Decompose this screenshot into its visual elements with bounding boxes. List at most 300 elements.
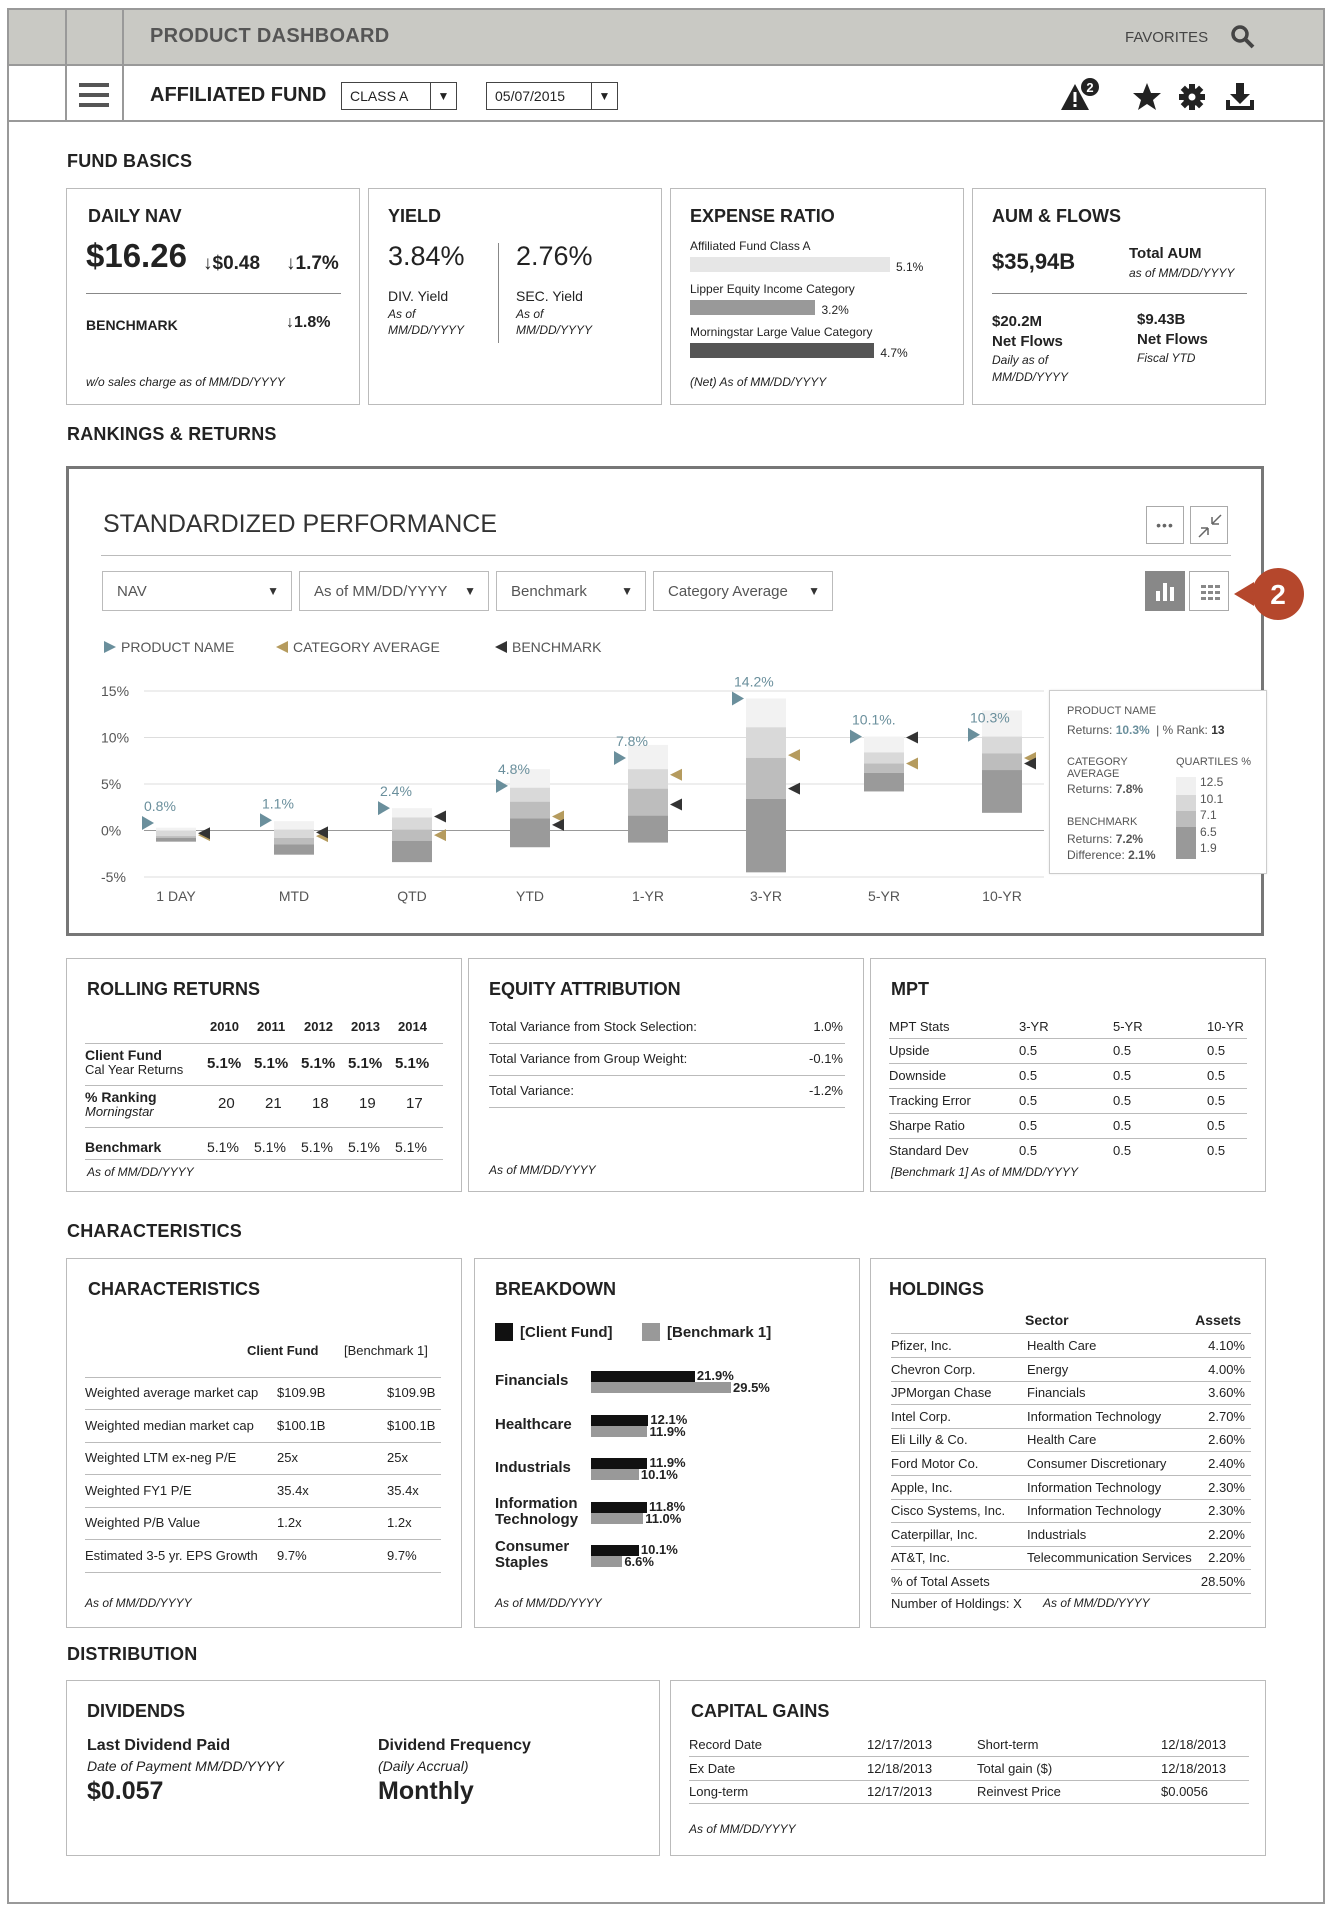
expense-ratio-card xyxy=(670,188,964,405)
breakdown-sector-label: Information xyxy=(495,1494,578,1512)
legend-benchmark-label: BENCHMARK xyxy=(512,639,602,655)
chars-row-label: Weighted FY1 P/E xyxy=(85,1482,192,1498)
quartile-bar-segment xyxy=(982,753,1022,770)
characteristics-title: CHARACTERISTICS xyxy=(88,1279,261,1299)
expense-item-bar xyxy=(690,257,890,272)
breakdown-client-bar xyxy=(591,1415,648,1426)
date-select[interactable] xyxy=(486,82,618,110)
yield-title: YIELD xyxy=(388,206,442,226)
holding-sector: Health Care xyxy=(1027,1432,1097,1448)
capital-gains-value: $0.0056 xyxy=(1161,1784,1208,1799)
holding-assets: 4.10% xyxy=(1208,1338,1245,1353)
holding-sector: Information Technology xyxy=(1027,1408,1162,1424)
page-title: PRODUCT DASHBOARD xyxy=(150,25,390,47)
chevron-down-icon: ▼ xyxy=(267,584,279,598)
breakdown-benchmark-value: 11.0% xyxy=(645,1510,682,1526)
holding-sector: Financials xyxy=(1027,1385,1086,1401)
equity-row-value: 1.0% xyxy=(813,1019,843,1034)
category-average-marker[interactable] xyxy=(670,769,682,781)
equity-row-value: -0.1% xyxy=(809,1051,843,1066)
rolling-year: 2014 xyxy=(398,1019,427,1034)
capital-gains-label: Short-term xyxy=(977,1737,1039,1752)
chars-client-value: 35.4x xyxy=(277,1482,309,1498)
mpt-header: MPT Stats xyxy=(889,1019,950,1034)
tooltip-benchmark-returns xyxy=(1067,832,1143,846)
breakdown-benchmark-bar xyxy=(591,1513,643,1524)
chars-client-value: $100.1B xyxy=(277,1417,326,1433)
breakdown-sector-label-line2: Staples xyxy=(495,1554,549,1571)
x-tick-label: 1 DAY xyxy=(156,888,196,904)
breakdown-client-value: 21.9% xyxy=(696,1368,734,1383)
mpt-header: 3-YR xyxy=(1019,1019,1049,1034)
tooltip-category-returns-label: Returns: xyxy=(1067,782,1113,796)
client-fund-value: 5.1% xyxy=(395,1055,430,1072)
breakdown-benchmark-bar xyxy=(591,1556,622,1567)
quartile-bar-segment xyxy=(982,737,1022,754)
date-filter-value: As of MM/DD/YYYY xyxy=(314,582,448,600)
product-marker[interactable] xyxy=(496,779,508,793)
mpt-stat-value: 0.5 xyxy=(1019,1093,1038,1108)
last-dividend-date: Date of Payment MM/DD/YYYY xyxy=(87,1758,284,1774)
holding-sector: Information Technology xyxy=(1027,1479,1162,1495)
client-fund-value: 5.1% xyxy=(348,1055,383,1072)
breakdown-legend-benchmark-label: [Benchmark 1] xyxy=(667,1323,772,1341)
quartile-bar-segment xyxy=(982,770,1022,813)
breakdown-client-value: 11.8% xyxy=(649,1498,686,1514)
holding-name: Pfizer, Inc. xyxy=(891,1338,952,1353)
capital-gains-card xyxy=(670,1680,1266,1856)
equity-attribution-card xyxy=(468,958,864,1192)
holding-name: Caterpillar, Inc. xyxy=(891,1526,978,1542)
capital-gains-value: 12/18/2013 xyxy=(867,1760,933,1776)
breakdown-benchmark-bar xyxy=(591,1469,639,1480)
equity-row-label: Total Variance from Group Weight: xyxy=(489,1051,688,1066)
mpt-stat-label: Tracking Error xyxy=(889,1093,971,1108)
rolling-title: ROLLING RETURNS xyxy=(87,979,260,999)
holding-assets: 3.60% xyxy=(1208,1385,1245,1401)
sec-yield-asof: As of xyxy=(516,307,544,321)
product-marker[interactable] xyxy=(968,728,980,742)
chars-client-value: 9.7% xyxy=(277,1547,307,1563)
benchmark-marker[interactable] xyxy=(434,811,446,823)
tooltip-quartile-3: 7.1 xyxy=(1200,808,1217,822)
benchmark-marker[interactable] xyxy=(906,732,918,744)
quartile-bar-segment xyxy=(746,799,786,872)
benchmark-value: 5.1% xyxy=(254,1139,286,1155)
tooltip-benchmark-label: BENCHMARK xyxy=(1067,816,1138,828)
characteristics-card xyxy=(66,1258,462,1628)
holding-sector: Energy xyxy=(1027,1361,1069,1377)
y-tick-label: -5% xyxy=(101,869,126,885)
breakdown-legend-benchmark xyxy=(642,1323,771,1341)
product-marker[interactable] xyxy=(142,816,154,830)
mpt-stat-label: Downside xyxy=(889,1068,947,1083)
x-tick-label: 1-YR xyxy=(632,888,664,904)
mpt-header: 5-YR xyxy=(1113,1019,1143,1034)
product-marker[interactable] xyxy=(732,691,744,705)
mpt-stat-value: 0.5 xyxy=(1207,1093,1226,1108)
holding-assets: 2.60% xyxy=(1208,1432,1245,1448)
net-flows-daily-label: Net Flows xyxy=(992,333,1063,350)
div-yield-asof: As of xyxy=(388,307,416,321)
holding-sector: Information Technology xyxy=(1027,1503,1162,1519)
dividend-frequency-label: Dividend Frequency xyxy=(378,1737,531,1754)
benchmark-label: Benchmark xyxy=(85,1139,162,1155)
breakdown-benchmark-value: 29.5% xyxy=(733,1380,770,1395)
expense-ratio-title: EXPENSE RATIO xyxy=(690,206,835,226)
dividend-frequency-sub: (Daily Accrual) xyxy=(378,1758,469,1774)
expense-item-bar xyxy=(690,300,815,315)
equity-row-value: -1.2% xyxy=(809,1083,843,1098)
holding-name: Apple, Inc. xyxy=(891,1479,953,1495)
expense-item-value: 4.7% xyxy=(880,346,908,360)
holding-assets: 4.00% xyxy=(1208,1361,1245,1377)
ranking-value: 17 xyxy=(406,1095,423,1112)
section-distribution: DISTRIBUTION xyxy=(67,1644,198,1664)
favorites-link[interactable]: FAVORITES xyxy=(1125,29,1209,46)
quartile-bar-segment xyxy=(392,841,432,862)
product-value-label: 2.4% xyxy=(380,783,412,800)
breakdown-client-bar xyxy=(591,1371,695,1382)
fund-name: AFFILIATED FUND xyxy=(150,84,327,106)
y-tick-label: 10% xyxy=(101,729,130,746)
benchmark-marker[interactable] xyxy=(552,819,564,831)
product-marker[interactable] xyxy=(378,801,390,815)
breakdown-card xyxy=(474,1258,860,1628)
div-yield-label: DIV. Yield xyxy=(388,288,449,304)
holdings-title: HOLDINGS xyxy=(889,1279,985,1299)
quartile-bar-segment xyxy=(274,821,314,829)
equity-row-label: Total Variance from Stock Selection: xyxy=(489,1019,697,1034)
nav-price: $16.26 xyxy=(86,237,187,274)
mpt-card xyxy=(870,958,1266,1192)
search-icon[interactable] xyxy=(1230,24,1256,50)
mpt-stat-label: Sharpe Ratio xyxy=(889,1118,965,1133)
rolling-returns-card xyxy=(66,958,462,1192)
tooltip-category-returns xyxy=(1067,782,1143,796)
equity-note: As of MM/DD/YYYY xyxy=(489,1163,596,1177)
mpt-stat-value: 0.5 xyxy=(1207,1043,1226,1058)
tooltip-quartile-bar xyxy=(1176,777,1196,859)
alert-icon[interactable] xyxy=(1060,78,1102,112)
chars-client-value: 25x xyxy=(277,1450,298,1465)
quartile-bar-segment xyxy=(628,769,668,789)
dividend-frequency-value: Monthly xyxy=(378,1777,474,1805)
holding-sector: Consumer Discretionary xyxy=(1027,1456,1167,1471)
legend-product-label: PRODUCT NAME xyxy=(121,639,235,655)
product-marker[interactable] xyxy=(260,813,272,827)
product-value-label: 4.8% xyxy=(498,760,530,777)
holdings-col-sector: Sector xyxy=(1025,1312,1069,1328)
download-icon[interactable] xyxy=(1224,82,1256,112)
nav-filter-value: NAV xyxy=(117,582,147,600)
breakdown-sector-label: Financials xyxy=(495,1372,569,1389)
holding-assets: 2.70% xyxy=(1208,1408,1245,1424)
y-tick-label: 5% xyxy=(101,776,122,792)
chars-row-label: Weighted LTM ex-neg P/E xyxy=(85,1450,237,1465)
product-value-label: 1.1% xyxy=(262,795,294,812)
breakdown-legend-client-label: [Client Fund] xyxy=(520,1323,613,1341)
ranking-value: 21 xyxy=(265,1095,282,1112)
nav-change: ↓$0.48 xyxy=(203,253,261,274)
chars-row-label: Estimated 3-5 yr. EPS Growth xyxy=(85,1547,258,1563)
holding-name: Intel Corp. xyxy=(891,1408,951,1424)
tooltip-difference xyxy=(1067,848,1156,862)
breakdown-benchmark-bar xyxy=(591,1382,731,1393)
rolling-year: 2013 xyxy=(351,1019,380,1034)
tooltip-category-returns-value: 7.8% xyxy=(1115,782,1144,796)
holding-assets: 2.30% xyxy=(1208,1503,1245,1519)
breakdown-sector-label-line2: Technology xyxy=(495,1510,579,1528)
net-flows-ytd-note: Fiscal YTD xyxy=(1137,351,1196,365)
quartile-bar-segment xyxy=(274,844,314,854)
holdings-total-value: 28.50% xyxy=(1200,1574,1245,1589)
capital-gains-label: Total gain ($) xyxy=(977,1760,1053,1776)
rolling-note: As of MM/DD/YYYY xyxy=(87,1165,194,1179)
callout-badge xyxy=(1234,568,1310,620)
aum-asof: as of MM/DD/YYYY xyxy=(1129,266,1235,280)
tooltip-returns-value: 10.3% xyxy=(1115,723,1150,737)
client-fund-sub: Cal Year Returns xyxy=(85,1062,184,1077)
tooltip-quartile-5: 1.9 xyxy=(1200,841,1217,855)
benchmark-filter-value: Benchmark xyxy=(511,582,587,600)
tooltip-quartile-2: 10.1 xyxy=(1200,791,1224,806)
mpt-stat-value: 0.5 xyxy=(1113,1118,1132,1133)
expense-item-bar xyxy=(690,343,874,358)
mpt-stat-label: Upside xyxy=(889,1043,930,1058)
star-icon[interactable] xyxy=(1132,82,1162,112)
benchmark-value: 5.1% xyxy=(395,1139,427,1155)
holding-name: Cisco Systems, Inc. xyxy=(891,1503,1006,1519)
tooltip-product-name: PRODUCT NAME xyxy=(1067,705,1157,717)
breakdown-sector-label: Healthcare xyxy=(495,1415,572,1433)
holding-name: Eli Lilly & Co. xyxy=(891,1432,968,1448)
quartile-bar-segment xyxy=(864,773,904,792)
ranking-label: % Ranking xyxy=(85,1089,157,1105)
product-marker[interactable] xyxy=(614,751,626,765)
client-fund-value: 5.1% xyxy=(301,1055,336,1072)
capital-gains-value: 12/17/2013 xyxy=(867,1784,933,1799)
breakdown-client-value: 11.9% xyxy=(649,1455,686,1470)
holding-name: Ford Motor Co. xyxy=(891,1456,979,1471)
quartile-bar-segment xyxy=(156,836,196,838)
dividends-title: DIVIDENDS xyxy=(87,1701,186,1721)
capital-gains-label: Ex Date xyxy=(689,1760,736,1776)
quartile-bar-segment xyxy=(628,789,668,816)
section-fund-basics: FUND BASICS xyxy=(67,151,193,171)
net-flows-daily-value: $20.2M xyxy=(992,313,1043,330)
divider xyxy=(122,8,124,122)
x-tick-label: QTD xyxy=(397,888,427,904)
section-rankings-returns: RANKINGS & RETURNS xyxy=(67,424,277,444)
dividends-card xyxy=(66,1680,660,1856)
chars-benchmark-value: 35.4x xyxy=(387,1482,419,1498)
breakdown-sector-label: Industrials xyxy=(495,1459,571,1476)
quartile-bar-segment xyxy=(510,802,550,819)
holding-sector: Industrials xyxy=(1027,1526,1087,1542)
daily-nav-card xyxy=(66,188,360,405)
chars-benchmark-value: $109.9B xyxy=(387,1385,436,1400)
benchmark-label: BENCHMARK xyxy=(86,317,178,333)
mpt-title: MPT xyxy=(891,979,929,999)
tooltip-difference-label: Difference: xyxy=(1067,848,1125,862)
x-tick-label: MTD xyxy=(278,888,310,904)
chars-benchmark-value: 9.7% xyxy=(387,1547,417,1563)
expense-note: (Net) As of MM/DD/YYYY xyxy=(690,375,827,389)
chars-row-label: Weighted P/B Value xyxy=(85,1515,201,1530)
product-value-label: 7.8% xyxy=(616,732,648,749)
ranking-value: 19 xyxy=(359,1095,376,1112)
mpt-stat-value: 0.5 xyxy=(1207,1143,1226,1158)
gear-icon[interactable] xyxy=(1178,83,1206,111)
capital-gains-label: Reinvest Price xyxy=(977,1784,1061,1799)
chevron-down-icon: ▼ xyxy=(464,584,476,598)
nav-change-pct: ↓1.7% xyxy=(286,253,339,274)
product-value-label: 10.1%. xyxy=(852,711,896,728)
tooltip-quartile-4: 6.5 xyxy=(1200,824,1217,839)
quartile-bar-segment xyxy=(864,737,904,753)
sec-yield-value: 2.76% xyxy=(516,241,593,271)
chevron-down-icon: ▼ xyxy=(430,83,456,109)
capital-gains-label: Long-term xyxy=(689,1784,749,1799)
last-dividend-value: $0.057 xyxy=(87,1777,164,1805)
mpt-note: [Benchmark 1] As of MM/DD/YYYY xyxy=(891,1165,1078,1179)
quartile-bar-segment xyxy=(746,758,786,799)
holding-name: JPMorgan Chase xyxy=(891,1385,992,1401)
quartile-bar-segment xyxy=(510,788,550,802)
y-tick-label: 0% xyxy=(101,822,122,839)
expense-item-value: 5.1% xyxy=(896,260,924,274)
alert-count: 2 xyxy=(1086,80,1094,95)
chars-client-value: 1.2x xyxy=(277,1515,302,1530)
quartile-bar-segment xyxy=(274,830,314,838)
tooltip-benchmark-returns-value: 7.2% xyxy=(1115,832,1144,846)
mpt-stat-value: 0.5 xyxy=(1207,1068,1226,1083)
mpt-stat-value: 0.5 xyxy=(1019,1068,1038,1083)
category-filter-value: Category Average xyxy=(668,582,788,600)
nav-note: w/o sales charge as of MM/DD/YYYY xyxy=(86,375,285,389)
more-options-icon[interactable]: ••• xyxy=(1146,506,1184,544)
chevron-down-icon: ▼ xyxy=(808,584,820,598)
callout-number: 2 xyxy=(1270,579,1286,610)
quartile-bar-segment xyxy=(628,816,668,843)
holding-name: AT&T, Inc. xyxy=(891,1550,950,1566)
mpt-stat-value: 0.5 xyxy=(1113,1043,1132,1058)
mpt-stat-value: 0.5 xyxy=(1019,1043,1038,1058)
category-average-marker[interactable] xyxy=(788,749,800,761)
quartile-bar-segment xyxy=(156,828,196,831)
yield-card xyxy=(368,188,662,405)
holding-assets: 2.20% xyxy=(1208,1526,1245,1542)
x-tick-label: 10-YR xyxy=(982,888,1022,904)
client-fund-value: 5.1% xyxy=(207,1055,242,1072)
tooltip-quartile-1: 12.5 xyxy=(1200,775,1224,789)
tooltip-category-line1: CATEGORY xyxy=(1067,756,1128,768)
mpt-stat-label: Standard Dev xyxy=(889,1143,969,1158)
category-average-marker[interactable] xyxy=(906,758,918,770)
x-tick-label: YTD xyxy=(516,888,544,904)
client-fund-label: Client Fund xyxy=(85,1047,162,1063)
product-value-label: 14.2% xyxy=(734,673,774,690)
benchmark-value: 5.1% xyxy=(207,1139,239,1155)
net-flows-daily-date: MM/DD/YYYY xyxy=(992,370,1069,384)
expense-item-label: Affiliated Fund Class A xyxy=(690,239,811,253)
legend-category-label: CATEGORY AVERAGE xyxy=(293,639,440,655)
rolling-year: 2012 xyxy=(304,1019,333,1034)
equity-row-label: Total Variance: xyxy=(489,1083,575,1098)
rolling-year: 2010 xyxy=(210,1019,239,1034)
benchmark-value: 5.1% xyxy=(348,1139,380,1155)
expense-item-label: Lipper Equity Income Category xyxy=(690,282,855,296)
capital-gains-value: 12/18/2013 xyxy=(1161,1760,1227,1776)
breakdown-title: BREAKDOWN xyxy=(495,1279,616,1299)
rolling-year: 2011 xyxy=(257,1019,286,1034)
holding-assets: 2.30% xyxy=(1208,1479,1245,1495)
y-tick-label: 15% xyxy=(101,683,130,699)
mpt-header: 10-YR xyxy=(1207,1019,1244,1034)
holdings-col-assets: Assets xyxy=(1195,1312,1241,1328)
chars-col-benchmark: [Benchmark 1] xyxy=(344,1343,428,1358)
quartile-bar-segment xyxy=(392,830,432,841)
capital-gains-value: 12/18/2013 xyxy=(1161,1737,1227,1752)
breakdown-benchmark-value: 10.1% xyxy=(640,1467,678,1482)
chars-row-label: Weighted median market cap xyxy=(85,1417,254,1433)
benchmark-marker[interactable] xyxy=(670,798,682,810)
capital-gains-note: As of MM/DD/YYYY xyxy=(689,1822,796,1836)
quartile-bar-segment xyxy=(156,831,196,837)
tooltip-returns-label: Returns: xyxy=(1067,723,1113,737)
mpt-stat-value: 0.5 xyxy=(1019,1118,1038,1133)
product-value-label: 10.3% xyxy=(970,709,1010,726)
capital-gains-label: Record Date xyxy=(689,1737,762,1752)
section-characteristics: CHARACTERISTICS xyxy=(67,1221,243,1241)
breakdown-benchmark-value: 6.6% xyxy=(624,1554,654,1569)
holdings-asof: As of MM/DD/YYYY xyxy=(1043,1596,1150,1610)
tooltip-rank-label: | % Rank: xyxy=(1156,723,1208,737)
class-select[interactable] xyxy=(341,82,457,110)
net-flows-ytd-label: Net Flows xyxy=(1137,331,1208,348)
holding-assets: 2.40% xyxy=(1208,1456,1245,1471)
product-marker[interactable] xyxy=(850,730,862,744)
mpt-stat-value: 0.5 xyxy=(1113,1068,1132,1083)
last-dividend-label: Last Dividend Paid xyxy=(87,1737,231,1754)
class-select-value: CLASS A xyxy=(350,88,409,104)
benchmark-value: 5.1% xyxy=(301,1139,333,1155)
breakdown-sector-label: Consumer xyxy=(495,1538,570,1555)
tooltip-rank-value: 13 xyxy=(1211,723,1225,737)
perf-title: STANDARDIZED PERFORMANCE xyxy=(103,510,498,538)
aum-value: $35,94B xyxy=(992,249,1076,274)
product-value-label: 0.8% xyxy=(144,798,176,815)
aum-flows-card xyxy=(972,188,1266,405)
breakdown-client-value: 12.1% xyxy=(650,1411,688,1427)
mpt-stat-value: 0.5 xyxy=(1207,1118,1226,1133)
holding-assets: 2.20% xyxy=(1208,1550,1245,1566)
breakdown-benchmark-bar xyxy=(591,1426,647,1437)
client-fund-value: 5.1% xyxy=(254,1055,289,1072)
breakdown-client-bar xyxy=(591,1458,647,1469)
divider xyxy=(65,8,67,122)
x-tick-label: 5-YR xyxy=(868,888,900,904)
tooltip-quartiles-label: QUARTILES % xyxy=(1176,756,1251,768)
hamburger-menu-icon[interactable] xyxy=(79,82,109,108)
quartile-bar-segment xyxy=(392,808,432,817)
tooltip-category-label xyxy=(1067,756,1128,780)
tooltip-returns xyxy=(1067,723,1225,737)
daily-nav-title: DAILY NAV xyxy=(88,206,182,226)
holdings-total-label: % of Total Assets xyxy=(891,1574,990,1589)
chars-benchmark-value: 25x xyxy=(387,1450,408,1465)
